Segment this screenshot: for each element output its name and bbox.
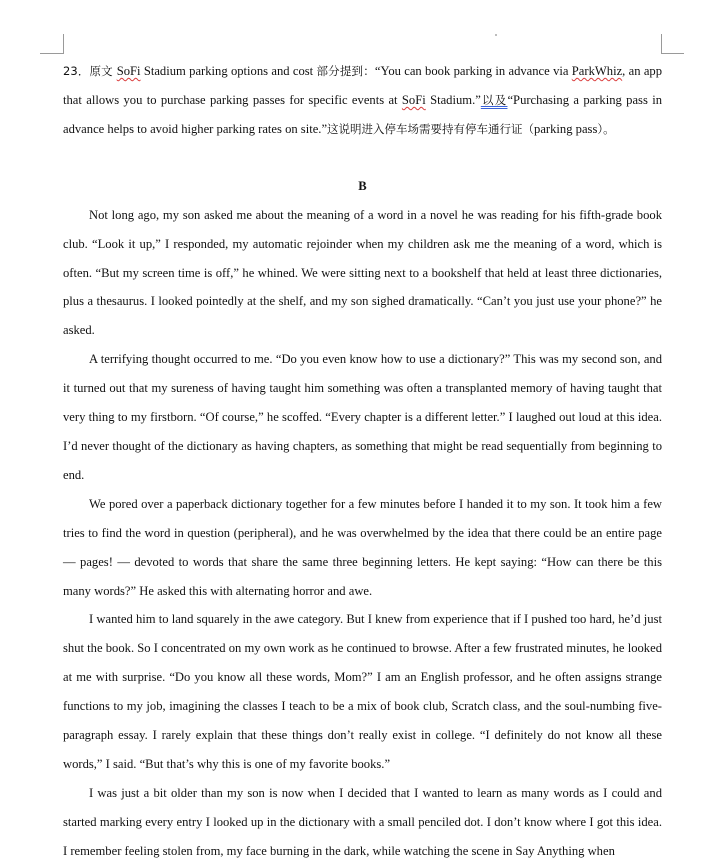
passage-paragraph-5: I was just a bit older than my son is now when I decided that I wanted to learn as many words as I could and started marking every entry I looked up in the dictionary with a small penciled dot. I don’t know where I got this idea. I remember feeling stolen from, my face burning in the dark, while watching the scene in Say Anything when xyxy=(63,785,662,858)
answer-explanation-23 xyxy=(63,57,662,144)
document-page xyxy=(63,57,662,866)
section-heading: B xyxy=(358,178,367,193)
stray-mark xyxy=(495,34,497,36)
passage-paragraph-1: Not long ago, my son asked me about the meaning of a word in a novel he was reading for his fifth-grade book club. “Look it up,” I responded, my automatic rejoinder when my children ask me the meaning of a word, which is often. “But my screen time is off,” he whined. We were sitting next to a bookshelf that held at least three dictionaries, plus a thesaurus. I looked pointedly at the shelf, and my son sighed dramatically. “Can’t you just use your phone?” he asked. xyxy=(63,207,662,338)
text-segment: 部分提到： xyxy=(316,64,375,78)
margin-corner-top-left xyxy=(63,34,64,54)
text-segment: , an app that allows you to purchase parking passes for specific events at xyxy=(63,64,663,107)
text-segment: “Purchasing a parking pass in advance helps to avoid higher parking rates on site.” xyxy=(63,92,663,136)
text-segment: 原文 xyxy=(89,64,117,78)
spellcheck-word: SoFi xyxy=(116,64,141,78)
text-segment: Stadium.” xyxy=(425,92,481,107)
spellcheck-word: ParkWhiz xyxy=(571,64,623,78)
margin-corner-top-right-horizontal xyxy=(661,53,684,54)
margin-corner-top-left-horizontal xyxy=(40,53,63,54)
margin-corner-top-right xyxy=(661,34,662,54)
passage-paragraph-4: I wanted him to land squarely in the awe category. But I knew from experience that if I pushed too hard, he’d just shut the book. So I concentrated on my own work as he continued to browse. After a few frustrated minutes, he looked at me with surprise. “Do you know all these words, Mom?” I am an English professor, and he often assigns strange functions to my job, imagining the classes I teach to be a mix of book club, Scratch class, and the soul-numbing five-paragraph essay. I rarely explain that these things don’t really exist in college. “I definitely do not know all these words,” I said. “But that’s why this is one of my favorite books.” xyxy=(63,612,662,771)
text-segment: Stadium parking options and cost xyxy=(140,64,317,78)
passage-paragraph-2: A terrifying thought occurred to me. “Do you even know how to use a dictionary?” This was my second son, and it turned out that my sureness of having taught him something was often a transplanted memory of having taught that very thing to my firstborn. “Of course,” he scoffed. “Every chapter is a different letter.” I laughed out loud at this idea. I’d never thought of the dictionary as having chapters, as something that might be read sequentially from beginning to end. xyxy=(63,352,662,482)
passage-paragraph-3: We pored over a paperback dictionary together for a few minutes before I handed it to my son. It took him a few tries to find the word in question (peripheral), and he was overwhelmed by the idea that there could be an entire page — pages! — devoted to words that share the same three beginning letters. He kept saying: “How can there be this many words?” He asked this with alternating horror and awe. xyxy=(63,496,662,598)
text-segment: parking pass xyxy=(534,121,598,136)
text-segment: “You can book parking in advance via xyxy=(374,64,572,78)
spellcheck-word: SoFi xyxy=(401,92,426,107)
question-number: 23． xyxy=(63,64,90,78)
grammar-check-word: 以及 xyxy=(480,92,508,107)
text-segment: ）。 xyxy=(597,121,615,136)
text-segment: 这说明进入停车场需要持有停车通行证（ xyxy=(327,121,535,136)
